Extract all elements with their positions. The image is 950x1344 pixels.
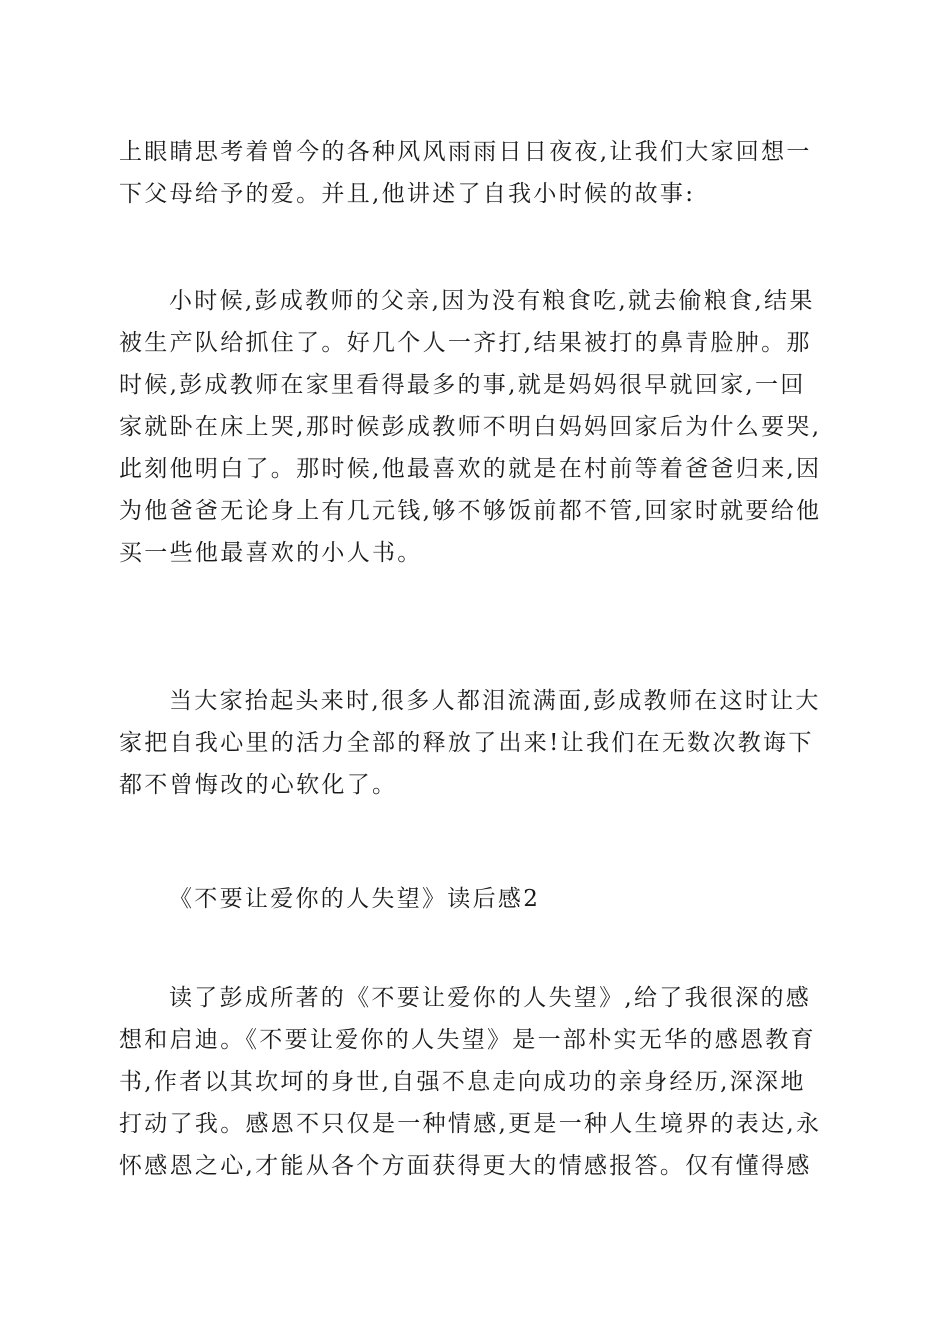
text-line: 被生产队给抓住了。好几个人一齐打,结果被打的鼻青脸肿。那 (119, 330, 812, 356)
text-line: 想和启迪。《不要让爱你的人失望》是一部朴实无华的感恩教育 (119, 1027, 816, 1053)
text-line: 小时候,彭成教师的父亲,因为没有粮食吃,就去偷粮食,结果 (169, 288, 815, 314)
text-line: 当大家抬起头来时,很多人都泪流满面,彭成教师在这时让大 (169, 688, 821, 714)
section-heading (119, 878, 835, 920)
heading-text: 《不要让爱你的人失望》读后感2 (169, 886, 541, 912)
text-line: 都不曾悔改的心软化了。 (119, 772, 398, 798)
paragraph-childhood-story (119, 280, 835, 574)
text-line: 买一些他最喜欢的小人书。 (119, 540, 423, 566)
text-line: 时候,彭成教师在家里看得最多的事,就是妈妈很早就回家,一回 (119, 372, 806, 398)
paragraph-continued (119, 131, 835, 215)
paragraph-review (119, 977, 835, 1187)
text-line: 家把自我心里的活力全部的释放了出来!让我们在无数次教诲下 (119, 730, 814, 756)
text-line: 家就卧在床上哭,那时候彭成教师不明白妈妈回家后为什么要哭, (119, 414, 822, 440)
text-line: 为他爸爸无论身上有几元钱,够不够饭前都不管,回家时就要给他 (119, 498, 822, 524)
paragraph-reaction (119, 680, 835, 806)
text-line: 上眼睛思考着曾今的各种风风雨雨日日夜夜,让我们大家回想一 (119, 139, 812, 165)
text-line: 读了彭成所著的《不要让爱你的人失望》,给了我很深的感 (169, 985, 812, 1011)
text-line: 打动了我。感恩不只仅是一种情感,更是一种人生境界的表达,永 (119, 1111, 822, 1137)
text-line: 下父母给予的爱。并且,他讲述了自我小时候的故事: (119, 181, 696, 207)
text-line: 书,作者以其坎坷的身世,自强不息走向成功的亲身经历,深深地 (119, 1069, 806, 1095)
text-line: 怀感恩之心,才能从各个方面获得更大的情感报答。仅有懂得感 (119, 1153, 812, 1179)
text-line: 此刻他明白了。那时候,他最喜欢的就是在村前等着爸爸归来,因 (119, 456, 822, 482)
